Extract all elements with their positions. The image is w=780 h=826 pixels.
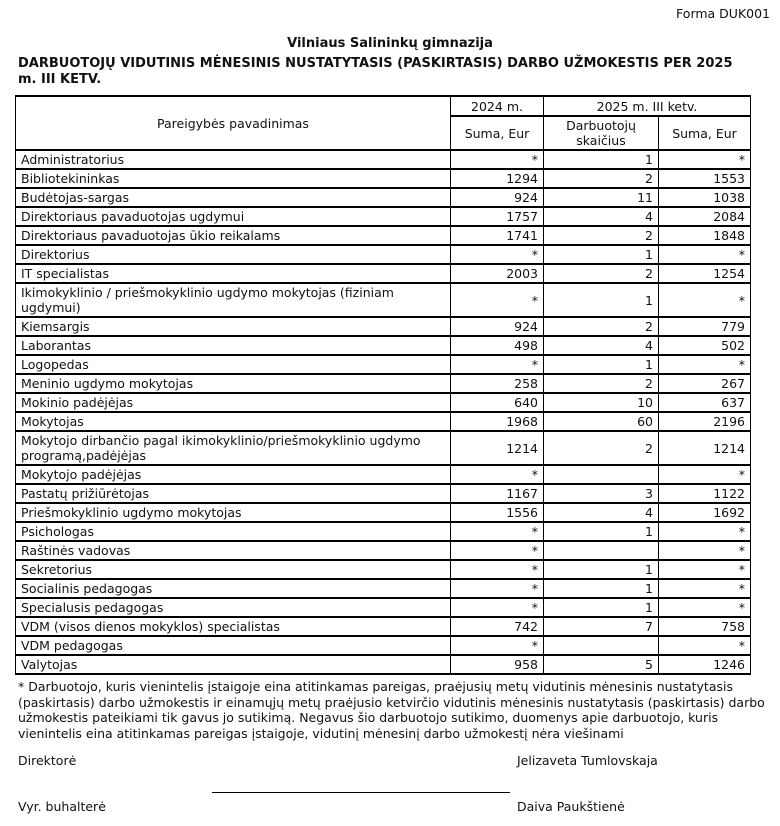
table-row — [16, 617, 751, 636]
count-2025-cell: 1 — [544, 245, 659, 264]
sum-2025-cell: * — [659, 560, 751, 579]
table-row — [16, 226, 751, 245]
table-row — [16, 541, 751, 560]
sum-2025-cell: * — [659, 579, 751, 598]
document-title: DARBUOTOJŲ VIDUTINIS MĖNESINIS NUSTATYTASIS (PASKIRTASIS) DARBO UŽMOKESTIS PER 2025 m. III KETV. — [18, 56, 733, 87]
sum-2025-cell: 637 — [659, 393, 751, 412]
position-cell: Bibliotekininkas — [16, 169, 451, 188]
sum-2024-cell: 1556 — [451, 503, 544, 522]
sum-2024-cell: 1214 — [451, 431, 544, 465]
sum-2024-cell: 258 — [451, 374, 544, 393]
position-cell: Administratorius — [16, 150, 451, 169]
position-cell: Psichologas — [16, 522, 451, 541]
table-row — [16, 560, 751, 579]
position-cell: Direktoriaus pavaduotojas ugdymui — [16, 207, 451, 226]
table-row — [16, 169, 751, 188]
table-row — [16, 431, 751, 465]
position-cell: Logopedas — [16, 355, 451, 374]
sum-2025-cell: * — [659, 522, 751, 541]
sum-2024-cell: * — [451, 465, 544, 484]
sum-2025-cell: 1692 — [659, 503, 751, 522]
table-row — [16, 188, 751, 207]
count-2025-cell: 2 — [544, 264, 659, 283]
count-2025-cell: 2 — [544, 169, 659, 188]
sum-2024-cell: 924 — [451, 317, 544, 336]
table-row — [16, 412, 751, 431]
signature-role-accountant: Vyr. buhalterė — [18, 799, 106, 814]
position-cell: Sekretorius — [16, 560, 451, 579]
position-cell: Priešmokyklinio ugdymo mokytojas — [16, 503, 451, 522]
sum-2024-cell: 958 — [451, 655, 544, 674]
position-cell: Pastatų prižiūrėtojas — [16, 484, 451, 503]
table-row — [16, 283, 751, 317]
sum-2025-cell: * — [659, 283, 751, 317]
sum-2024-cell: * — [451, 522, 544, 541]
signature-role-director: Direktorė — [18, 753, 77, 768]
subheader-sum-2025: Suma, Eur — [659, 116, 751, 150]
column-header-2025: 2025 m. III ketv. — [544, 96, 751, 116]
count-2025-cell: 7 — [544, 617, 659, 636]
header-row-1 — [16, 96, 751, 116]
sum-2024-cell: * — [451, 598, 544, 617]
sum-2024-cell: * — [451, 560, 544, 579]
sum-2025-cell: 1122 — [659, 484, 751, 503]
count-2025-cell — [544, 636, 659, 655]
sum-2025-cell: 1246 — [659, 655, 751, 674]
table-row — [16, 465, 751, 484]
position-cell: Mokytojo padėjėjas — [16, 465, 451, 484]
position-cell: Laborantas — [16, 336, 451, 355]
sum-2024-cell: 640 — [451, 393, 544, 412]
sum-2024-cell: 742 — [451, 617, 544, 636]
position-cell: Mokytojo dirbančio pagal ikimokyklinio/priešmokyklinio ugdymo programą,padėjėjas — [16, 431, 451, 465]
count-2025-cell: 3 — [544, 484, 659, 503]
position-cell: Valytojas — [16, 655, 451, 674]
position-cell: Direktorius — [16, 245, 451, 264]
table-row — [16, 393, 751, 412]
sum-2025-cell: * — [659, 598, 751, 617]
count-2025-cell: 1 — [544, 579, 659, 598]
count-2025-cell: 2 — [544, 317, 659, 336]
count-2025-cell: 10 — [544, 393, 659, 412]
table-row — [16, 264, 751, 283]
sum-2024-cell: 2003 — [451, 264, 544, 283]
table-row — [16, 579, 751, 598]
sum-2025-cell: 1038 — [659, 188, 751, 207]
count-2025-cell: 60 — [544, 412, 659, 431]
position-cell: VDM (visos dienos mokyklos) specialistas — [16, 617, 451, 636]
sum-2024-cell: 1757 — [451, 207, 544, 226]
table-row — [16, 245, 751, 264]
sum-2024-cell: 498 — [451, 336, 544, 355]
sum-2024-cell: 924 — [451, 188, 544, 207]
table-row — [16, 636, 751, 655]
signature-line — [212, 792, 510, 793]
sum-2025-cell: 2084 — [659, 207, 751, 226]
table-row — [16, 336, 751, 355]
position-cell: IT specialistas — [16, 264, 451, 283]
sum-2025-cell: 1553 — [659, 169, 751, 188]
sum-2025-cell: 1848 — [659, 226, 751, 245]
count-2025-cell — [544, 541, 659, 560]
count-2025-cell: 1 — [544, 598, 659, 617]
position-cell: Direktoriaus pavaduotojas ūkio reikalams — [16, 226, 451, 245]
sum-2024-cell: 1167 — [451, 484, 544, 503]
count-2025-cell: 2 — [544, 226, 659, 245]
count-2025-cell: 4 — [544, 503, 659, 522]
position-cell: Kiemsargis — [16, 317, 451, 336]
signature-name-director: Jelizaveta Tumlovskaja — [517, 753, 658, 768]
position-cell: Ikimokyklinio / priešmokyklinio ugdymo mokytojas (fiziniam ugdymui) — [16, 283, 451, 317]
sum-2025-cell: * — [659, 465, 751, 484]
sum-2025-cell: 2196 — [659, 412, 751, 431]
position-cell: Meninio ugdymo mokytojas — [16, 374, 451, 393]
table-row — [16, 503, 751, 522]
sum-2025-cell: 1214 — [659, 431, 751, 465]
salary-table — [15, 95, 751, 675]
count-2025-cell: 1 — [544, 560, 659, 579]
count-2025-cell: 2 — [544, 431, 659, 465]
signature-row-accountant — [18, 799, 780, 814]
table-row — [16, 207, 751, 226]
sum-2024-cell: * — [451, 150, 544, 169]
sum-2025-cell: 267 — [659, 374, 751, 393]
position-cell: Budėtojas-sargas — [16, 188, 451, 207]
sum-2024-cell: * — [451, 245, 544, 264]
count-2025-cell: 1 — [544, 150, 659, 169]
sum-2025-cell: * — [659, 355, 751, 374]
count-2025-cell: 5 — [544, 655, 659, 674]
count-2025-cell: 4 — [544, 336, 659, 355]
count-2025-cell: 2 — [544, 374, 659, 393]
salary-table-body — [16, 150, 751, 674]
table-row — [16, 317, 751, 336]
sum-2024-cell: * — [451, 636, 544, 655]
sum-2025-cell: * — [659, 636, 751, 655]
subheader-sum-2024: Suma, Eur — [451, 116, 544, 150]
signature-row-director — [18, 753, 780, 768]
salary-table-header — [16, 96, 751, 150]
table-row — [16, 655, 751, 674]
sum-2024-cell: 1294 — [451, 169, 544, 188]
table-row — [16, 598, 751, 617]
sum-2025-cell: 758 — [659, 617, 751, 636]
table-row — [16, 522, 751, 541]
count-2025-cell: 1 — [544, 283, 659, 317]
sum-2025-cell: 1254 — [659, 264, 751, 283]
column-header-2024: 2024 m. — [451, 96, 544, 116]
sum-2024-cell: * — [451, 355, 544, 374]
table-row — [16, 484, 751, 503]
position-cell: Mokinio padėjėjas — [16, 393, 451, 412]
sum-2025-cell: * — [659, 245, 751, 264]
position-cell: Specialusis pedagogas — [16, 598, 451, 617]
count-2025-cell: 1 — [544, 355, 659, 374]
position-cell: Raštinės vadovas — [16, 541, 451, 560]
position-cell: Mokytojas — [16, 412, 451, 431]
organization-name: Vilniaus Salininkų gimnazija — [287, 36, 493, 51]
footnote: * Darbuotojo, kuris vienintelis įstaigoje eina atitinkamas pareigas, praėjusių metų vidutinis mėnesinis nustatytasis (paskirtasis) darbo užmokestis ir einamųjų metų praėjusio ketvirčio vidutinis mėnesinis nustatytasis (paskirtasis) darbo užmokestis pateikiami tik gavus jo sutikimą. Negavus šio darbuotojo sutikimo, duomenys apie darbuotojo, kuris vienintelis eina atitinkamas pareigas įstaigoje, vidutinį mėnesinį darbo užmokestį nėra viešinami — [18, 679, 765, 741]
sum-2024-cell: 1968 — [451, 412, 544, 431]
signature-name-accountant: Daiva Paukštienė — [517, 799, 625, 814]
count-2025-cell — [544, 465, 659, 484]
position-cell: Socialinis pedagogas — [16, 579, 451, 598]
sum-2025-cell: * — [659, 150, 751, 169]
table-row — [16, 150, 751, 169]
count-2025-cell: 4 — [544, 207, 659, 226]
form-label: Forma DUK001 — [676, 6, 770, 21]
sum-2024-cell: * — [451, 283, 544, 317]
count-2025-cell: 1 — [544, 522, 659, 541]
table-row — [16, 355, 751, 374]
table-row — [16, 374, 751, 393]
column-header-position: Pareigybės pavadinimas — [16, 96, 451, 150]
count-2025-cell: 11 — [544, 188, 659, 207]
sum-2025-cell: 502 — [659, 336, 751, 355]
position-cell: VDM pedagogas — [16, 636, 451, 655]
sum-2024-cell: 1741 — [451, 226, 544, 245]
sum-2025-cell: 779 — [659, 317, 751, 336]
sum-2025-cell: * — [659, 541, 751, 560]
subheader-employee-count: Darbuotojų skaičius — [544, 116, 659, 150]
sum-2024-cell: * — [451, 541, 544, 560]
sum-2024-cell: * — [451, 579, 544, 598]
